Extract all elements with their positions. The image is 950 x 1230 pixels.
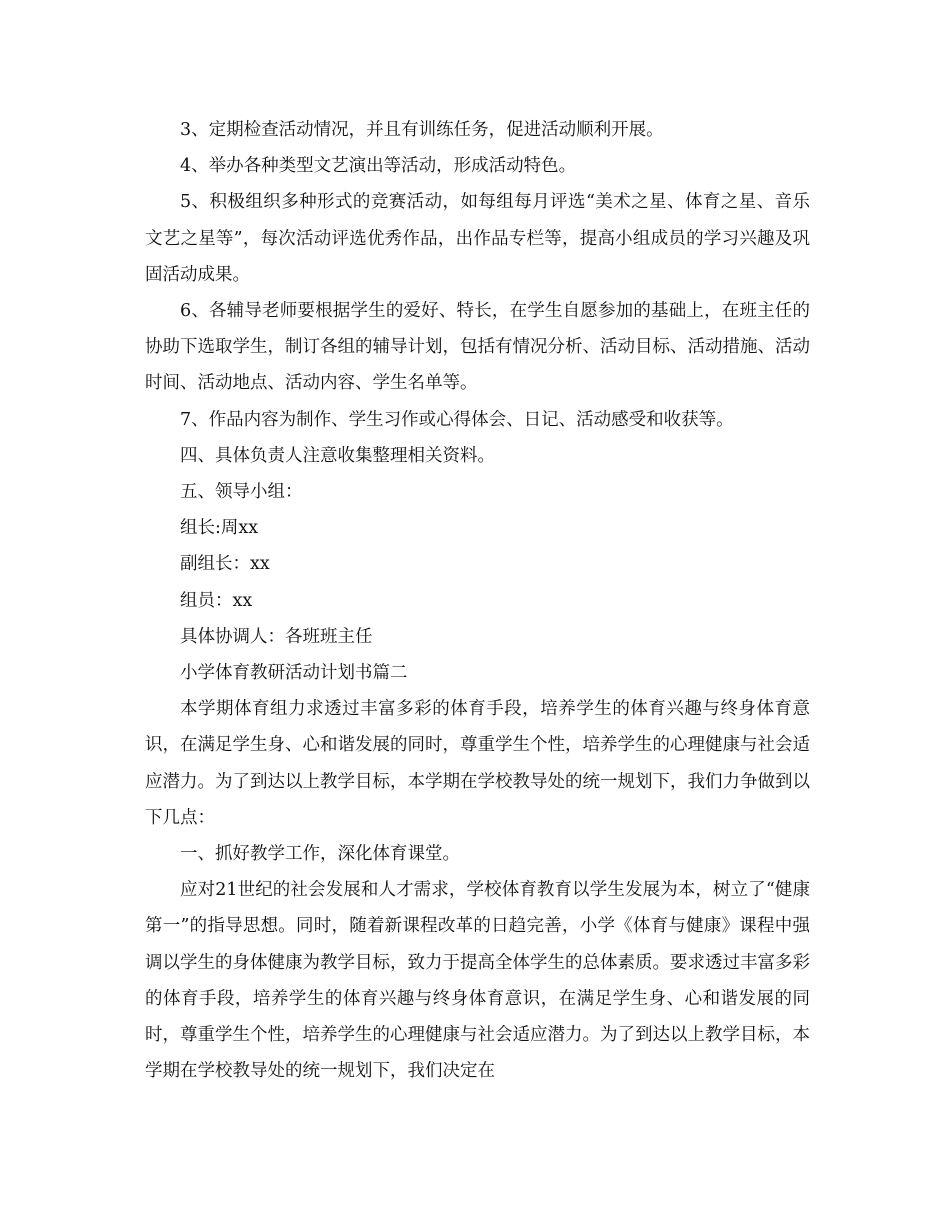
paragraph-item-5: 5、积极组织多种形式的竞赛活动，如每组每月评选“美术之星、体育之星、音乐文艺之星等”，每次活动评选优秀作品，出作品专栏等，提高小组成员的学习兴趣及巩固活动成果。	[145, 192, 810, 285]
section-heading-four: 四、具体负责人注意收集整理相关资料。	[180, 445, 495, 466]
part-two-title: 小学体育教研活动计划书篇二	[180, 663, 408, 684]
deputy-leader-line: 副组长：xx	[180, 554, 270, 575]
paragraph-item-4: 4、举办各种类型文艺演出等活动，形成活动特色。	[180, 156, 577, 177]
paragraph-item-3: 3、定期检查活动情况，并且有训练任务，促进活动顺利开展。	[180, 120, 664, 140]
paragraph-item-6: 6、各辅导老师要根据学生的爱好、特长，在学生自愿参加的基础上，在班主任的协助下选取学生，制订各组的辅导计划，包括有情况分析、活动目标、活动措施、活动时间、活动地点、活动内容、学生名单等。	[145, 301, 810, 394]
intro-paragraph: 本学期体育组力求透过丰富多彩的体育手段，培养学生的体育兴趣与终身体育意识，在满足学生身、心和谐发展的同时，尊重学生个性，培养学生的心理健康与社会适应潜力。为了到达以上教学目标，本学期在学校教导处的统一规划下，我们力争做到以下几点：	[145, 699, 810, 828]
coordinator-line: 具体协调人：各班班主任	[180, 626, 373, 647]
section-heading-one: 一、抓好教学工作，深化体育课堂。	[180, 844, 460, 865]
document-body	[145, 112, 810, 1089]
members-line: 组员：xx	[180, 590, 253, 611]
body-paragraph: 应对21世纪的社会发展和人才需求，学校体育教育以学生发展为本，树立了“健康第一”的指导思想。同时，随着新课程改革的日趋完善，小学《体育与健康》课程中强调以学生的身体健康为教学目标，致力于提高全体学生的总体素质。要求透过丰富多彩的体育手段，培养学生的体育兴趣与终身体育意识，在满足学生身、心和谐发展的同时，尊重学生个性，培养学生的心理健康与社会适应潜力。为了到达以上教学目标，本学期在学校教导处的统一规划下，我们决定在	[145, 880, 810, 1082]
paragraph-item-7: 7、作品内容为制作、学生习作或心得体会、日记、活动感受和收获等。	[180, 409, 734, 430]
group-leader-line: 组长:周xx	[180, 518, 259, 539]
section-heading-five: 五、领导小组：	[180, 482, 303, 503]
